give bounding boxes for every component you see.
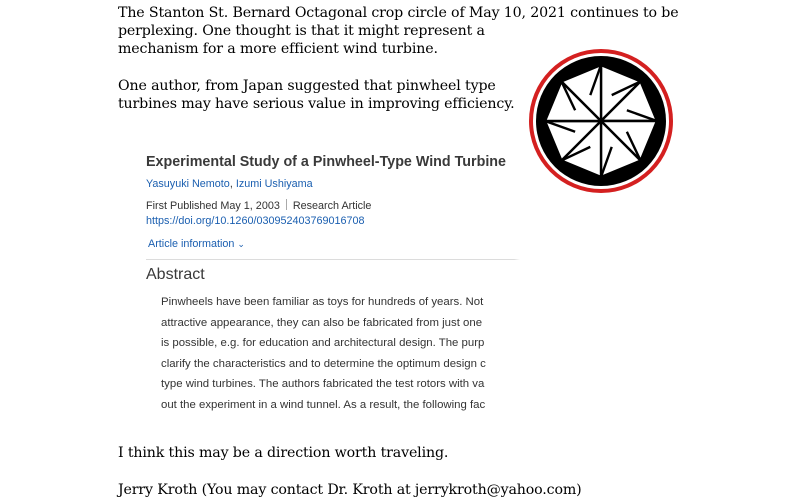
author-note-paragraph xyxy=(118,77,518,113)
author-link[interactable]: Yasuyuki Nemoto xyxy=(146,178,230,190)
author-note-line: One author, from Japan suggested that pinwheel type xyxy=(118,78,496,94)
author-note-line: turbines may have serious value in improving efficiency. xyxy=(118,96,515,112)
divider xyxy=(146,259,520,260)
author-separator: , xyxy=(229,178,236,190)
abstract-line: type wind turbines. The authors fabricated the test rotors with va xyxy=(161,378,485,390)
intro-line: perplexing. One thought is that it might represent a xyxy=(118,23,485,39)
author-link[interactable]: Izumi Ushiyama xyxy=(235,178,313,190)
article-type: Research Article xyxy=(292,200,372,212)
crop-circle-emblem-icon xyxy=(528,48,674,194)
signature-text: Jerry Kroth (You may contact Dr. Kroth at jerrykroth@yahoo.com) xyxy=(118,482,582,498)
chevron-down-icon: ⌄ xyxy=(237,239,245,249)
abstract-line: attractive appearance, they can also be fabricated from just one xyxy=(161,316,483,329)
abstract-line: out the experiment in a wind tunnel. As a result, the following fac xyxy=(161,398,486,411)
article-title[interactable]: Experimental Study of a Pinwheel-Type Wind Turbine xyxy=(146,154,506,170)
abstract-line: is possible, e.g. for education and architectural design. The purp xyxy=(161,337,485,349)
published-date: First Published May 1, 2003 xyxy=(146,200,280,212)
article-information-toggle[interactable] xyxy=(148,238,245,250)
article-meta xyxy=(146,199,371,212)
closing-text: I think this may be a direction worth traveling. xyxy=(118,445,449,461)
edge-fade xyxy=(514,148,520,416)
doi-link[interactable]: https://doi.org/10.1260/030952403769016708 xyxy=(146,215,365,227)
intro-line: The Stanton St. Bernard Octagonal crop circle of May 10, 2021 continues to be xyxy=(118,5,679,21)
article-information-label: Article information xyxy=(148,238,235,250)
intro-line: mechanism for a more efficient wind turbine. xyxy=(118,41,438,57)
article-authors xyxy=(146,178,313,190)
abstract-line: Pinwheels have been familiar as toys for hundreds of years. Not xyxy=(161,296,484,308)
abstract-line: clarify the characteristics and to determine the optimum design c xyxy=(161,357,486,370)
abstract-body xyxy=(161,292,520,415)
article-screenshot xyxy=(118,148,520,416)
abstract-heading: Abstract xyxy=(146,266,205,283)
meta-divider xyxy=(286,199,287,210)
